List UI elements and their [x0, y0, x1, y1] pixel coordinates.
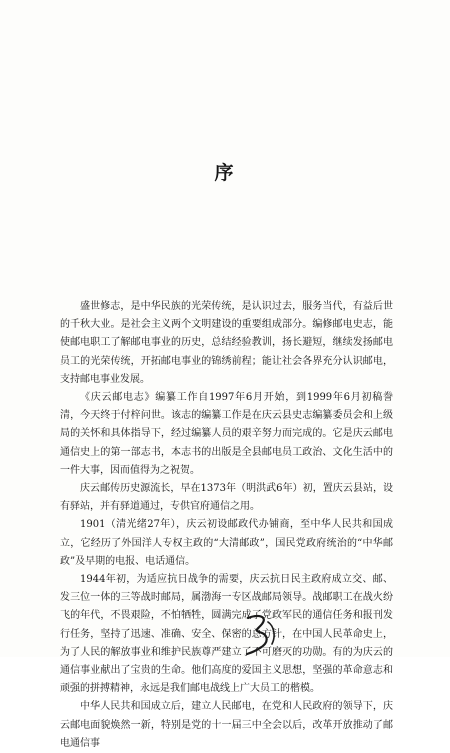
- page-title: 序: [214, 162, 236, 184]
- preface-body: [60, 298, 393, 753]
- paragraph-3: 庆云邮传历史源流长，早在1373年（明洪武6年）初，置庆云县站，设有驿站，并有驿道通过，专供官府通信之用。: [60, 483, 393, 513]
- paragraph-1: 盛世修志，是中华民族的光荣传统，是认识过去，服务当代，有益后世的千秋大业。是社会主义两个文明建设的重要组成部分。编修邮电史志，能使邮电职工了解邮电事业的历史，总结经验教训，扬长避短，继续发扬邮电员工的光荣传统，开拓邮电事业的锦绣前程；能让社会各界充分认识邮电，支持邮电事业发展。: [60, 301, 393, 385]
- paragraph-5: 1944年初，为适应抗日战争的需要，庆云抗日民主政府成立交、邮、发三位一体的三等战时邮局，属渤海一专区战邮局领导。战邮职工在战火纷飞的年代，不畏艰险，不怕牺牲，圆满完成了党政军民的通信任务和报刊发行任务，坚持了迅速、准确、安全、保密的总方针，在中国人民革命史上，为了人民的解放事业和维护民族尊严建立了不可磨灭的功勋。有的为庆云的通信事业献出了宝贵的生命。他们高度的爱国主义思想，坚强的革命意志和顽强的拼搏精神，永远是我们邮电战线上广大员工的楷模。: [60, 574, 393, 695]
- paragraph-4: 1901（清光绪27年），庆云初设邮政代办铺商，至中华人民共和国成立，它经历了外国洋人专权主政的“大清邮政”，国民党政府统治的“中华邮政”及早期的电报、电话通信。: [60, 519, 393, 567]
- paragraph-6: 中华人民共和国成立后，建立人民邮电，在党和人民政府的领导下，庆云邮电面貌焕然一新，特别是党的十一届三中全会以后，改革开放推动了邮电通信事: [60, 701, 393, 749]
- handwritten-page-mark: [238, 612, 288, 657]
- paragraph-2: 《庆云邮电志》编纂工作自1997年6月开始，到1999年6月初稿誊清，今天终于付梓问世。该志的编纂工作是在庆云县史志编纂委员会和上级局的关怀和具体指导下，经过编纂人员的艰辛努力而完成的。它是庆云邮电通信史上的第一部志书，本志书的出版是全县邮电员工政治、文化生活中的一件大事，因而值得为之祝贺。: [60, 392, 393, 476]
